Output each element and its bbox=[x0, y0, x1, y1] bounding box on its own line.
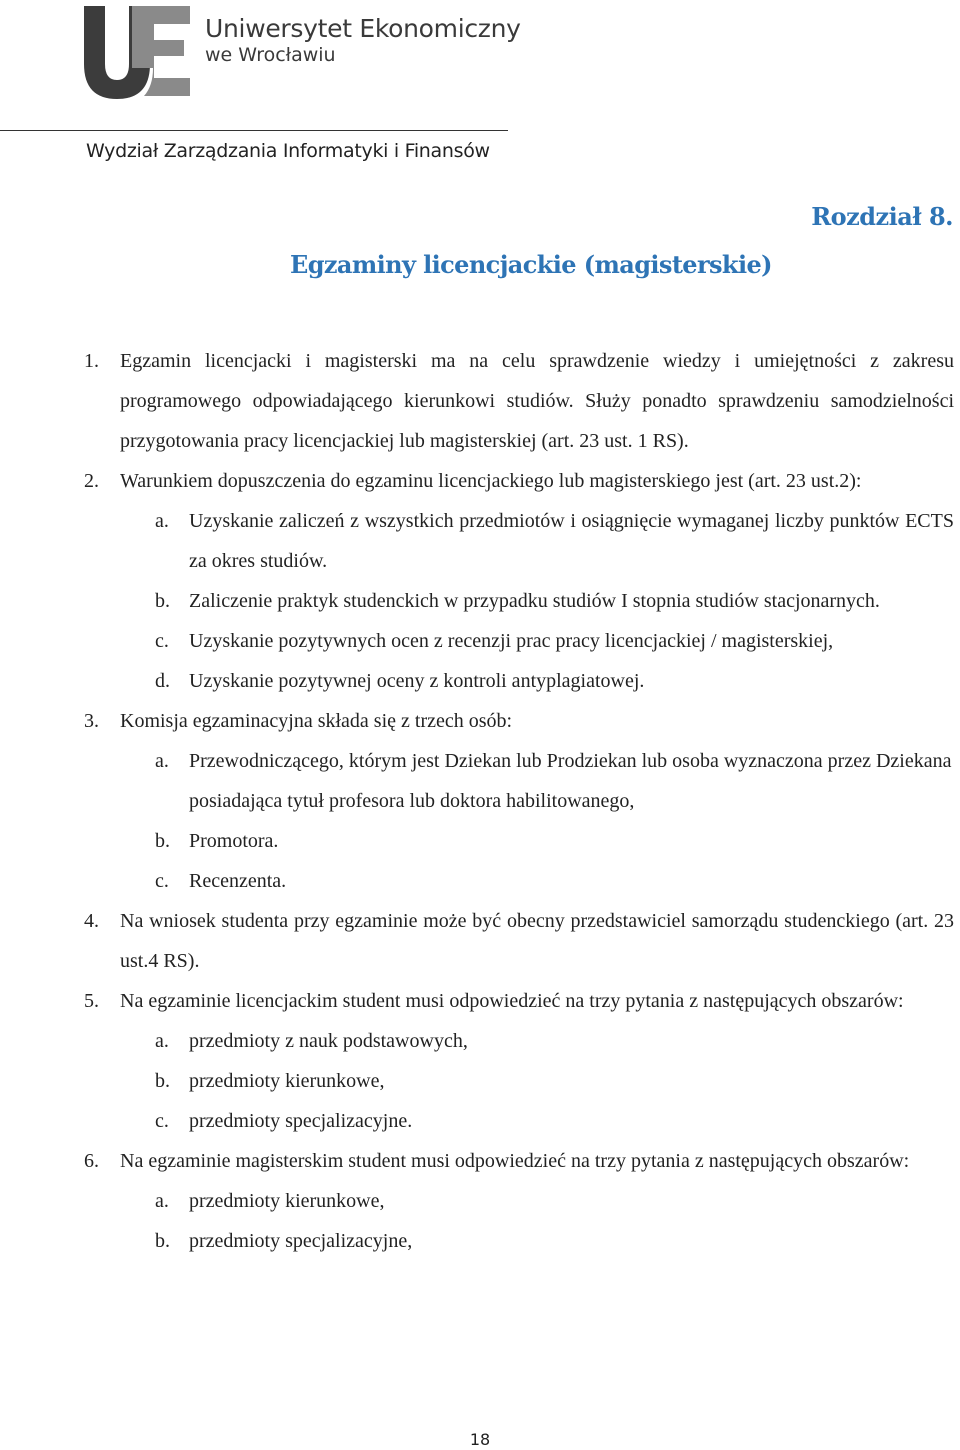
sub-item-text: przedmioty z nauk podstawowych, bbox=[189, 1030, 468, 1052]
item-text: Egzamin licencjacki i magisterski ma na celu sprawdzenie wiedzy i umiejętności z zakresu programowego odpowiadającego kierunkowi studiów. Służy ponadto sprawdzeniu samodzielności przygotowania pracy licencjackiej lub magisterskiej (art. 23 ust. 1 RS). bbox=[120, 350, 954, 452]
sub-item-letter: a. bbox=[155, 510, 169, 532]
sub-item bbox=[84, 1021, 954, 1061]
sub-item-letter: b. bbox=[155, 830, 170, 852]
sub-item-text: Uzyskanie pozytywnej oceny z kontroli antyplagiatowej. bbox=[189, 670, 645, 692]
sub-item bbox=[84, 1181, 954, 1221]
sub-item bbox=[84, 501, 954, 581]
sub-item bbox=[84, 661, 954, 701]
university-name-line1: Uniwersytet Ekonomiczny bbox=[205, 14, 521, 43]
sub-item-letter: a. bbox=[155, 1030, 169, 1052]
sub-item-text: przedmioty kierunkowe, bbox=[189, 1070, 385, 1092]
sub-item bbox=[84, 1221, 954, 1261]
item-number: 3. bbox=[84, 710, 99, 732]
list-item-2 bbox=[84, 461, 954, 501]
list-item-5 bbox=[84, 981, 954, 1021]
sub-item-letter: c. bbox=[155, 1110, 169, 1132]
sub-item-letter: a. bbox=[155, 1190, 169, 1212]
item-number: 4. bbox=[84, 910, 99, 932]
item-number: 5. bbox=[84, 990, 99, 1012]
sub-item-letter: b. bbox=[155, 1230, 170, 1252]
sub-item bbox=[84, 741, 954, 821]
item-number: 1. bbox=[84, 350, 99, 372]
sub-item-letter: d. bbox=[155, 670, 170, 692]
university-name-line2: we Wrocławiu bbox=[205, 44, 336, 66]
item-text: Warunkiem dopuszczenia do egzaminu licencjackiego lub magisterskiego jest (art. 23 ust.2): bbox=[120, 470, 862, 492]
page-number: 18 bbox=[469, 1430, 491, 1449]
sub-item-letter: c. bbox=[155, 870, 169, 892]
sub-item-text: przedmioty specjalizacyjne, bbox=[189, 1230, 413, 1252]
regulation-list bbox=[84, 341, 954, 1261]
sub-item bbox=[84, 861, 954, 901]
university-logo bbox=[84, 2, 521, 102]
sub-item-text: Zaliczenie praktyk studenckich w przypadku studiów I stopnia studiów stacjonarnych. bbox=[189, 590, 880, 612]
sub-item-text: Uzyskanie zaliczeń z wszystkich przedmiotów i osiągnięcie wymaganej liczby punktów ECTS za okres studiów. bbox=[189, 510, 954, 572]
item-text: Na egzaminie magisterskim student musi odpowiedzieć na trzy pytania z następujących obszarów: bbox=[120, 1150, 910, 1172]
sub-item-letter: b. bbox=[155, 590, 170, 612]
sub-item-text: przedmioty kierunkowe, bbox=[189, 1190, 385, 1212]
item-number: 6. bbox=[84, 1150, 99, 1172]
chapter-title: Egzaminy licencjackie (magisterskie) bbox=[290, 250, 772, 279]
sub-item-text: Uzyskanie pozytywnych ocen z recenzji prac pracy licencjackiej / magisterskiej, bbox=[189, 630, 834, 652]
sub-item-text: Przewodniczącego, którym jest Dziekan lub Prodziekan lub osoba wyznaczona przez Dziekana posiadająca tytuł profesora lub doktora habilitowanego, bbox=[189, 750, 952, 812]
item-text: Na wniosek studenta przy egzaminie może być obecny przedstawiciel samorządu studenckiego (art. 23 ust.4 RS). bbox=[120, 910, 954, 972]
sub-item bbox=[84, 821, 954, 861]
sub-item-letter: c. bbox=[155, 630, 169, 652]
sub-item-letter: a. bbox=[155, 750, 169, 772]
sub-item bbox=[84, 621, 954, 661]
sub-item bbox=[84, 1101, 954, 1141]
faculty-name: Wydział Zarządzania Informatyki i Finansów bbox=[86, 140, 490, 162]
list-item-4 bbox=[84, 901, 954, 981]
item-text: Komisja egzaminacyjna składa się z trzech osób: bbox=[120, 710, 513, 732]
sub-item bbox=[84, 1061, 954, 1101]
sub-item-text: Promotora. bbox=[189, 830, 279, 852]
header-divider bbox=[0, 130, 508, 131]
chapter-heading: Rozdział 8. bbox=[811, 202, 953, 231]
sub-item-letter: b. bbox=[155, 1070, 170, 1092]
sub-item-text: przedmioty specjalizacyjne. bbox=[189, 1110, 413, 1132]
sub-item bbox=[84, 581, 954, 621]
list-item-1 bbox=[84, 341, 954, 461]
list-item-6 bbox=[84, 1141, 954, 1181]
list-item-3 bbox=[84, 701, 954, 741]
item-number: 2. bbox=[84, 470, 99, 492]
item-text: Na egzaminie licencjackim student musi odpowiedzieć na trzy pytania z następujących obszarów: bbox=[120, 990, 904, 1012]
sub-item-text: Recenzenta. bbox=[189, 870, 287, 892]
ue-logo-mark-icon bbox=[84, 2, 196, 102]
